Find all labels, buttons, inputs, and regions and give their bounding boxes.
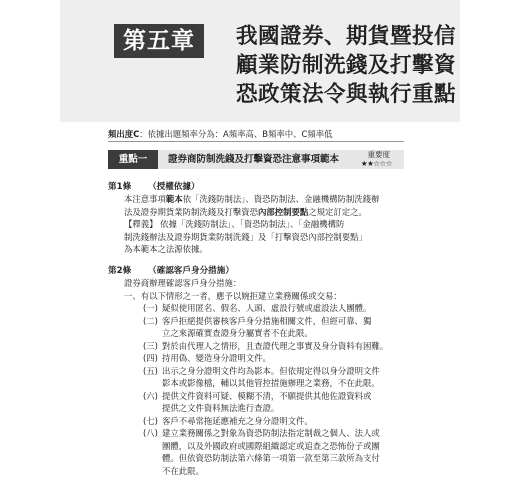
list-item-text: 團體，以及外國政府或國際組織認定或追查之恐怖份子或團	[162, 440, 380, 451]
article-intro: 證券商辦理確認客戶身分措施：	[124, 278, 242, 288]
chapter-title-line: 恐政策法令與執行重點	[235, 82, 456, 107]
article-body-line: 本注意事項範本依「洗錢防制法」、資恐防制法、金融機構防制洗錢辦	[124, 194, 380, 204]
key-point-label: 重點一	[108, 150, 158, 169]
chapter-title-line: 我國證券、期貨暨投信	[235, 24, 456, 49]
list-item-num: (三)	[143, 340, 158, 351]
list-item-text: 影本或影像檔，輔以其他管控措施辦理之業務，不在此限。	[162, 378, 380, 388]
frequency-line	[108, 128, 332, 140]
list-item-text: 立之來源確實查證身分屬實者不在此限。	[162, 328, 313, 338]
divider	[108, 141, 404, 142]
key-point-row	[108, 150, 404, 169]
list-item-text: 不在此限。	[162, 465, 204, 476]
list-item-num: (六)	[143, 390, 158, 401]
list-item-num: (七)	[143, 415, 158, 426]
article-note-line: 制洗錢辦法及證券期貨業防制洗錢」及「打擊資恐內部控制要點」	[124, 231, 367, 242]
chapter-title	[206, 22, 456, 109]
list-item-num: (二)	[143, 315, 158, 326]
chapter-label: 第五章	[114, 24, 204, 58]
article-title: （確認客戶身分措施）	[148, 266, 234, 276]
frequency-label: 頻出度C	[108, 129, 140, 139]
list-item-text: 提供文件資料可疑、模糊不清，不願提供其他佐證資料或	[162, 390, 372, 401]
list-item-text: 客戶不尋常拖延應補充之身分證明文件。	[162, 415, 313, 426]
article-sub-intro: 一、有以下情形之一者，應予以婉拒建立業務關係或交易：	[124, 290, 342, 301]
chapter-title-line: 顧業防制洗錢及打擊資	[235, 53, 456, 78]
frequency-text: ：依據出題頻率分為：A頻率高、B頻率中、C頻率低	[139, 129, 333, 139]
article-number: 第2條	[108, 266, 132, 276]
list-item-text: 持用偽、變造身分證明文件。	[162, 353, 271, 363]
list-item-text: 提供之文件資料無法進行查證。	[162, 403, 280, 413]
list-item-text: 出示之身分證明文件均為影本。但依規定得以身分證明文件	[162, 365, 380, 376]
list-item-text: 體。但依資恐防制法第六條第一項第一款至第三款所為支付	[162, 453, 380, 463]
article-note-line: 【釋義】 依據「洗錢防制法」、「資恐防制法」、「金融機構防	[124, 219, 345, 229]
article-number: 第1條	[108, 182, 132, 192]
article-title: （授權依據）	[148, 182, 200, 192]
importance-label: 重要度	[367, 150, 390, 159]
article-note-line: 為本範本之法源依據。	[124, 244, 208, 254]
list-item-num: (一)	[143, 303, 158, 313]
list-item-num: (四)	[143, 353, 158, 363]
list-item-text: 客戶拒絕提供審核客戶身分措施相關文件，但經可靠、獨	[162, 315, 372, 326]
list-item-num: (五)	[143, 365, 158, 376]
list-item-num: (八)	[143, 428, 158, 438]
list-item-text: 對於由代理人之情形，且查證代理之事實及身分資料有困難。	[162, 340, 389, 351]
list-item-text: 建立業務關係之對象為資恐防制法指定制裁之個人、法人或	[162, 428, 380, 438]
article-body-line: 法及證券期貨業防制洗錢及打擊資恐內部控制要點之規定訂定之。	[124, 206, 367, 217]
key-point-title: 證券商防制洗錢及打擊資恐注意事項範本	[168, 154, 340, 165]
importance-stars: ★★☆☆☆	[360, 159, 392, 168]
list-item-text: 疑似使用匿名、假名、人頭、虛設行號或虛設法人團體。	[162, 303, 372, 313]
